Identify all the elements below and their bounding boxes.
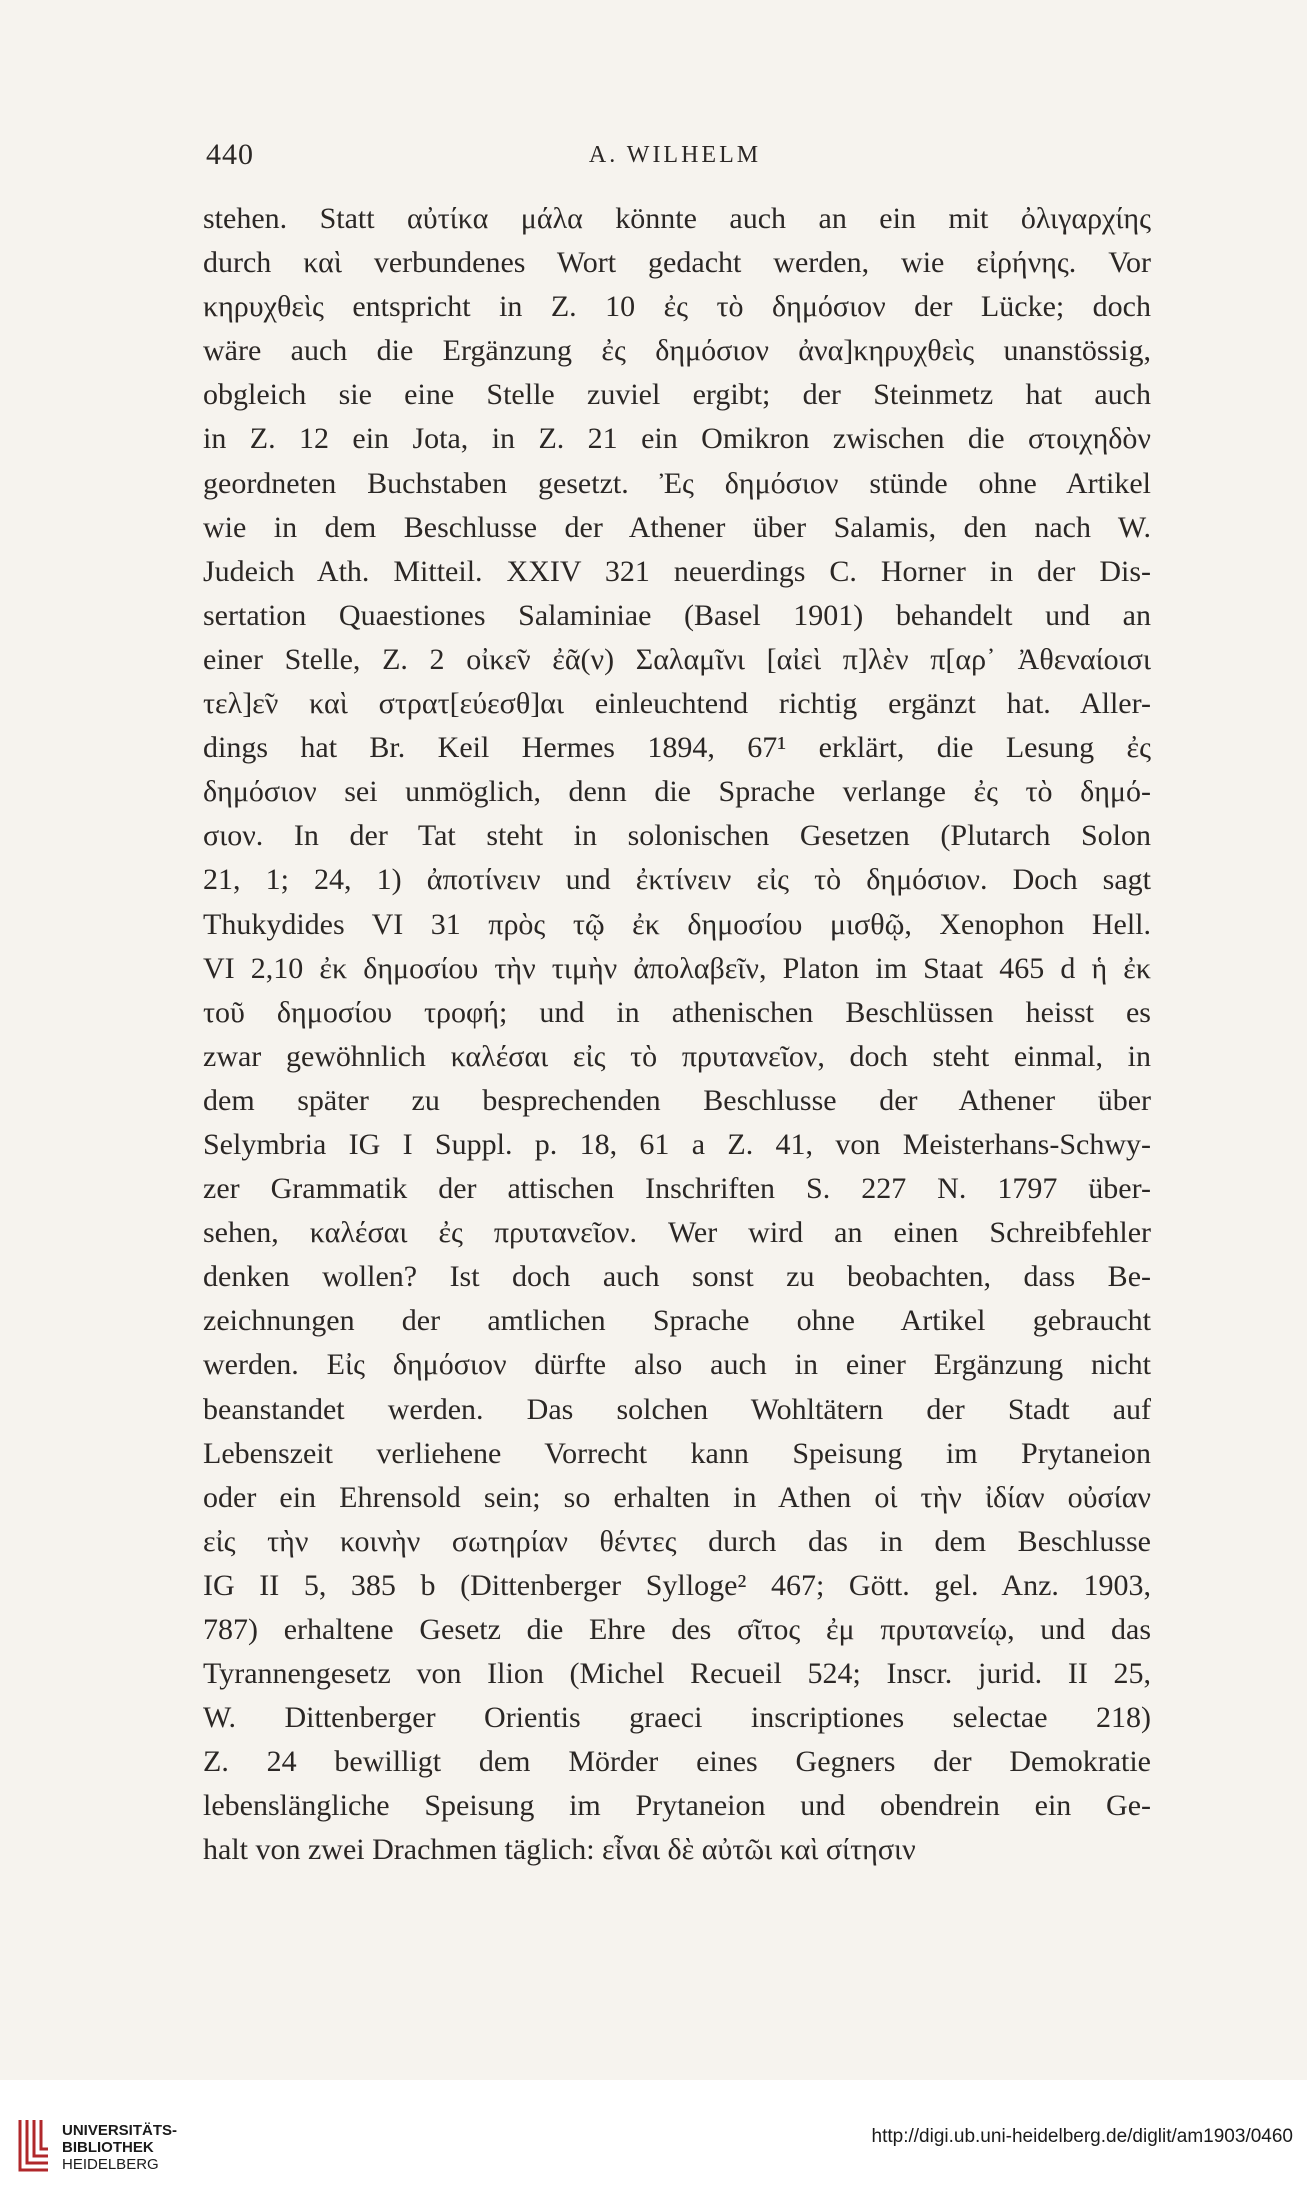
text-line: Lebenszeit verliehene Vorrecht kann Speisung im Prytaneion [203,1436,1151,1470]
library-name-line3: HEIDELBERG [62,2156,159,2173]
text-line: sehen, καλέσαι ἐς πρυτανεῖον. Wer wird an einen Schreibfehler [203,1216,1151,1250]
text-line: 787) erhaltene Gesetz die Ehre des σῖτος ἐμ πρυτανείῳ, und das [203,1613,1151,1646]
text-line: geordneten Buchstaben gesetzt. Ἐς δημόσιον stünde ohne Artikel [203,466,1151,500]
text-line: einer Stelle, Z. 2 οἰκε̃ν ἐᾶ(ν) Σαλαμῖνι [αἰεὶ π]λὲν π[αρ᾽ Ἀθεναίοισι [203,642,1151,676]
text-line: σιον. In der Tat steht in solonischen Gesetzen (Plutarch Solon [203,819,1151,853]
text-line: VI 2,10 ἐκ δημοσίου τὴν τιμὴν ἀπολαβεῖν, Platon im Staat 465 d ἡ ἐκ [203,951,1151,985]
text-line: Thukydides VI 31 πρὸς τῷ ἐκ δημοσίου μισθῷ, Xenophon Hell. [203,907,1151,941]
text-line: Selymbria IG I Suppl. p. 18, 61 a Z. 41, von Meisterhans-Schwy- [203,1127,1151,1161]
text-line: dem später zu besprechenden Beschlusse der Athener über [203,1083,1151,1117]
text-line: zeichnungen der amtlichen Sprache ohne Artikel gebraucht [203,1304,1151,1338]
text-line: in Z. 12 ein Jota, in Z. 21 ein Omikron zwischen die στοιχηδὸν [203,422,1151,456]
text-line: beanstandet werden. Das solchen Wohltätern der Stadt auf [203,1392,1151,1426]
text-line: lebenslängliche Speisung im Prytaneion und obendrein ein Ge- [203,1789,1151,1823]
text-line: wie in dem Beschlusse der Athener über Salamis, den nach W. [203,510,1151,544]
text-line: Tyrannengesetz von Ilion (Michel Recueil 524; Inscr. jurid. II 25, [203,1657,1151,1691]
text-line: εἰς τὴν κοινὴν σωτηρίαν θέντες durch das in dem Beschlusse [203,1524,1151,1558]
library-name [62,2122,177,2173]
text-line: werden. Εἰς δημόσιον dürfte also auch in einer Ergänzung nicht [203,1348,1151,1382]
text-line: IG II 5, 385 b (Dittenberger Sylloge² 467; Gött. gel. Anz. 1903, [203,1568,1151,1602]
text-line: τελ]ε̃ν καὶ στρατ[εύεσθ]αι einleuchtend richtig ergänzt hat. Aller- [203,687,1151,721]
text-line: τοῦ δημοσίου τροφή; und in athenischen Beschlüssen heisst es [203,995,1151,1029]
text-line: wäre auch die Ergänzung ἐς δημόσιον ἀνα]κηρυχθεὶς unanstössig, [203,334,1151,368]
text-line: Judeich Ath. Mitteil. XXIV 321 neuerdings C. Horner in der Dis- [203,554,1151,588]
page-header [190,138,1160,178]
source-url-link[interactable]: http://digi.ub.uni-heidelberg.de/diglit/am1903/0460 [871,2126,1293,2147]
text-line: oder ein Ehrensold sein; so erhalten in Athen οἱ τὴν ἰδίαν οὐσίαν [203,1480,1151,1514]
text-line: zwar gewöhnlich καλέσαι εἰς τὸ πρυτανεῖον, doch steht einmal, in [203,1039,1151,1073]
text-line: stehen. Statt αὐτίκα μάλα könnte auch an ein mit ὀλιγαρχίης [203,202,1151,235]
running-head: A. WILHELM [588,142,762,168]
text-line: obgleich sie eine Stelle zuviel ergibt; der Steinmetz hat auch [203,378,1151,412]
text-line: zer Grammatik der attischen Inschriften S. 227 N. 1797 über- [203,1172,1151,1206]
text-line: halt von zwei Drachmen täglich: εἶναι δὲ αὐτῶι καὶ σίτησιν [203,1833,916,1867]
library-logo-icon [14,2114,54,2176]
text-line: W. Dittenberger Orientis graeci inscriptiones selectae 218) [203,1701,1151,1735]
text-line: dings hat Br. Keil Hermes 1894, 67¹ erklärt, die Lesung ἐς [203,731,1151,765]
text-line: 21, 1; 24, 1) ἀποτίνειν und ἐκτίνειν εἰς τὸ δημόσιον. Doch sagt [203,863,1151,897]
text-line: Z. 24 bewilligt dem Mörder eines Gegners der Demokratie [203,1745,1151,1779]
text-line: κηρυχθεὶς entspricht in Z. 10 ἐς τὸ δημόσιον der Lücke; doch [203,290,1151,324]
text-line: sertation Quaestiones Salaminiae (Basel 1901) behandelt und an [203,598,1151,632]
body-text [203,197,1151,1873]
page-number: 440 [206,138,254,171]
text-line: δημόσιον sei unmöglich, denn die Sprache verlange ἐς τὸ δημό- [203,775,1151,809]
footer-bar [0,2080,1307,2204]
text-line: durch καὶ verbundenes Wort gedacht werden, wie εἰρήνης. Vor [203,246,1151,280]
library-name-line2: BIBLIOTHEK [62,2139,154,2156]
text-line: denken wollen? Ist doch auch sonst zu beobachten, dass Be- [203,1260,1151,1294]
library-name-line1: UNIVERSITÄTS- [62,2122,178,2139]
